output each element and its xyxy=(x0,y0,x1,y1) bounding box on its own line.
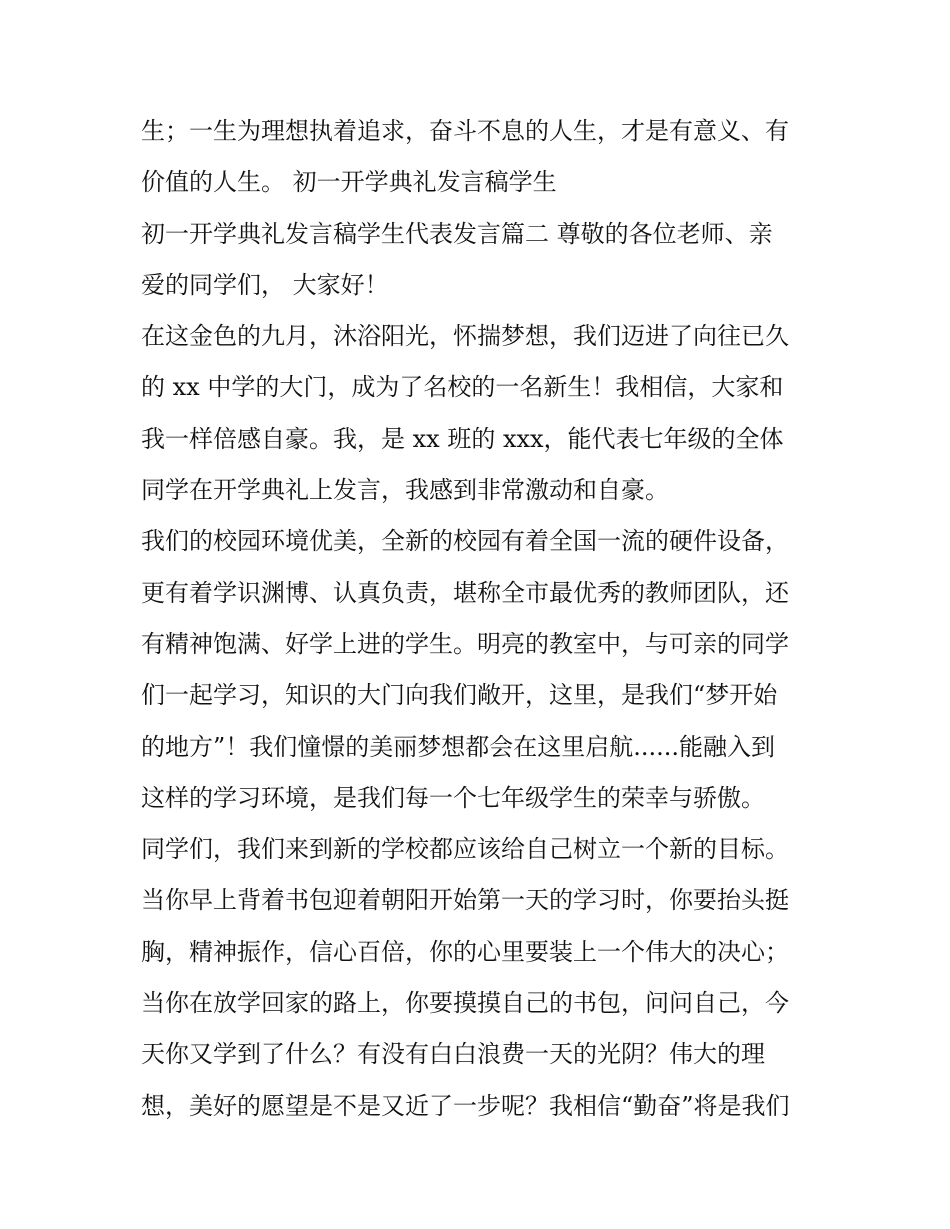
text-line: 当你早上背着书包迎着朝阳开始第一天的学习时，你要抬头挺 xyxy=(141,886,789,915)
text-line: 我一样倍感自豪。我，是 xx 班的 xxx，能代表七年级的全体 xyxy=(141,424,784,453)
text-line: 在这金色的九月，沐浴阳光，怀揣梦想，我们迈进了向往已久 xyxy=(141,322,789,351)
text-line: 当你在放学回家的路上，你要摸摸自己的书包，问问自己，今 xyxy=(141,989,789,1018)
text-line: 同学们，我们来到新的学校都应该给自己树立一个新的目标。 xyxy=(141,835,789,864)
text-line: 生；一生为理想执着追求，奋斗不息的人生，才是有意义、有 xyxy=(141,117,789,145)
text-line: 爱的同学们， 大家好！ xyxy=(141,270,389,299)
body-text xyxy=(141,106,821,1132)
text-line: 们一起学习，知识的大门向我们敞开，这里，是我们“梦开始 xyxy=(141,681,778,710)
text-line: 有精神饱满、好学上进的学生。明亮的教室中，与可亲的同学 xyxy=(141,629,789,658)
text-line: 同学在开学典礼上发言，我感到非常激动和自豪。 xyxy=(141,476,669,505)
text-line: 价值的人生。 初一开学典礼发言稿学生 xyxy=(141,168,557,197)
text-line: 这样的学习环境，是我们每一个七年级学生的荣幸与骄傲。 xyxy=(141,783,765,812)
text-line: 初一开学典礼发言稿学生代表发言篇二 尊敬的各位老师、亲 xyxy=(141,219,773,248)
text-line: 的 xx 中学的大门，成为了名校的一名新生！我相信，大家和 xyxy=(141,373,784,402)
text-line: 的地方”！我们憧憬的美丽梦想都会在这里启航......能融入到 xyxy=(141,732,776,761)
text-line: 我们的校园环境优美，全新的校园有着全国一流的硬件设备， xyxy=(141,527,789,556)
text-line: 更有着学识渊博、认真负责，堪称全市最优秀的教师团队，还 xyxy=(141,578,789,607)
text-line: 胸，精神振作，信心百倍，你的心里要装上一个伟大的决心； xyxy=(141,937,789,966)
text-line: 想，美好的愿望是不是又近了一步呢？我相信“勤奋”将是我们 xyxy=(141,1091,790,1120)
text-line: 天你又学到了什么？有没有白白浪费一天的光阴？伟大的理 xyxy=(141,1040,765,1069)
